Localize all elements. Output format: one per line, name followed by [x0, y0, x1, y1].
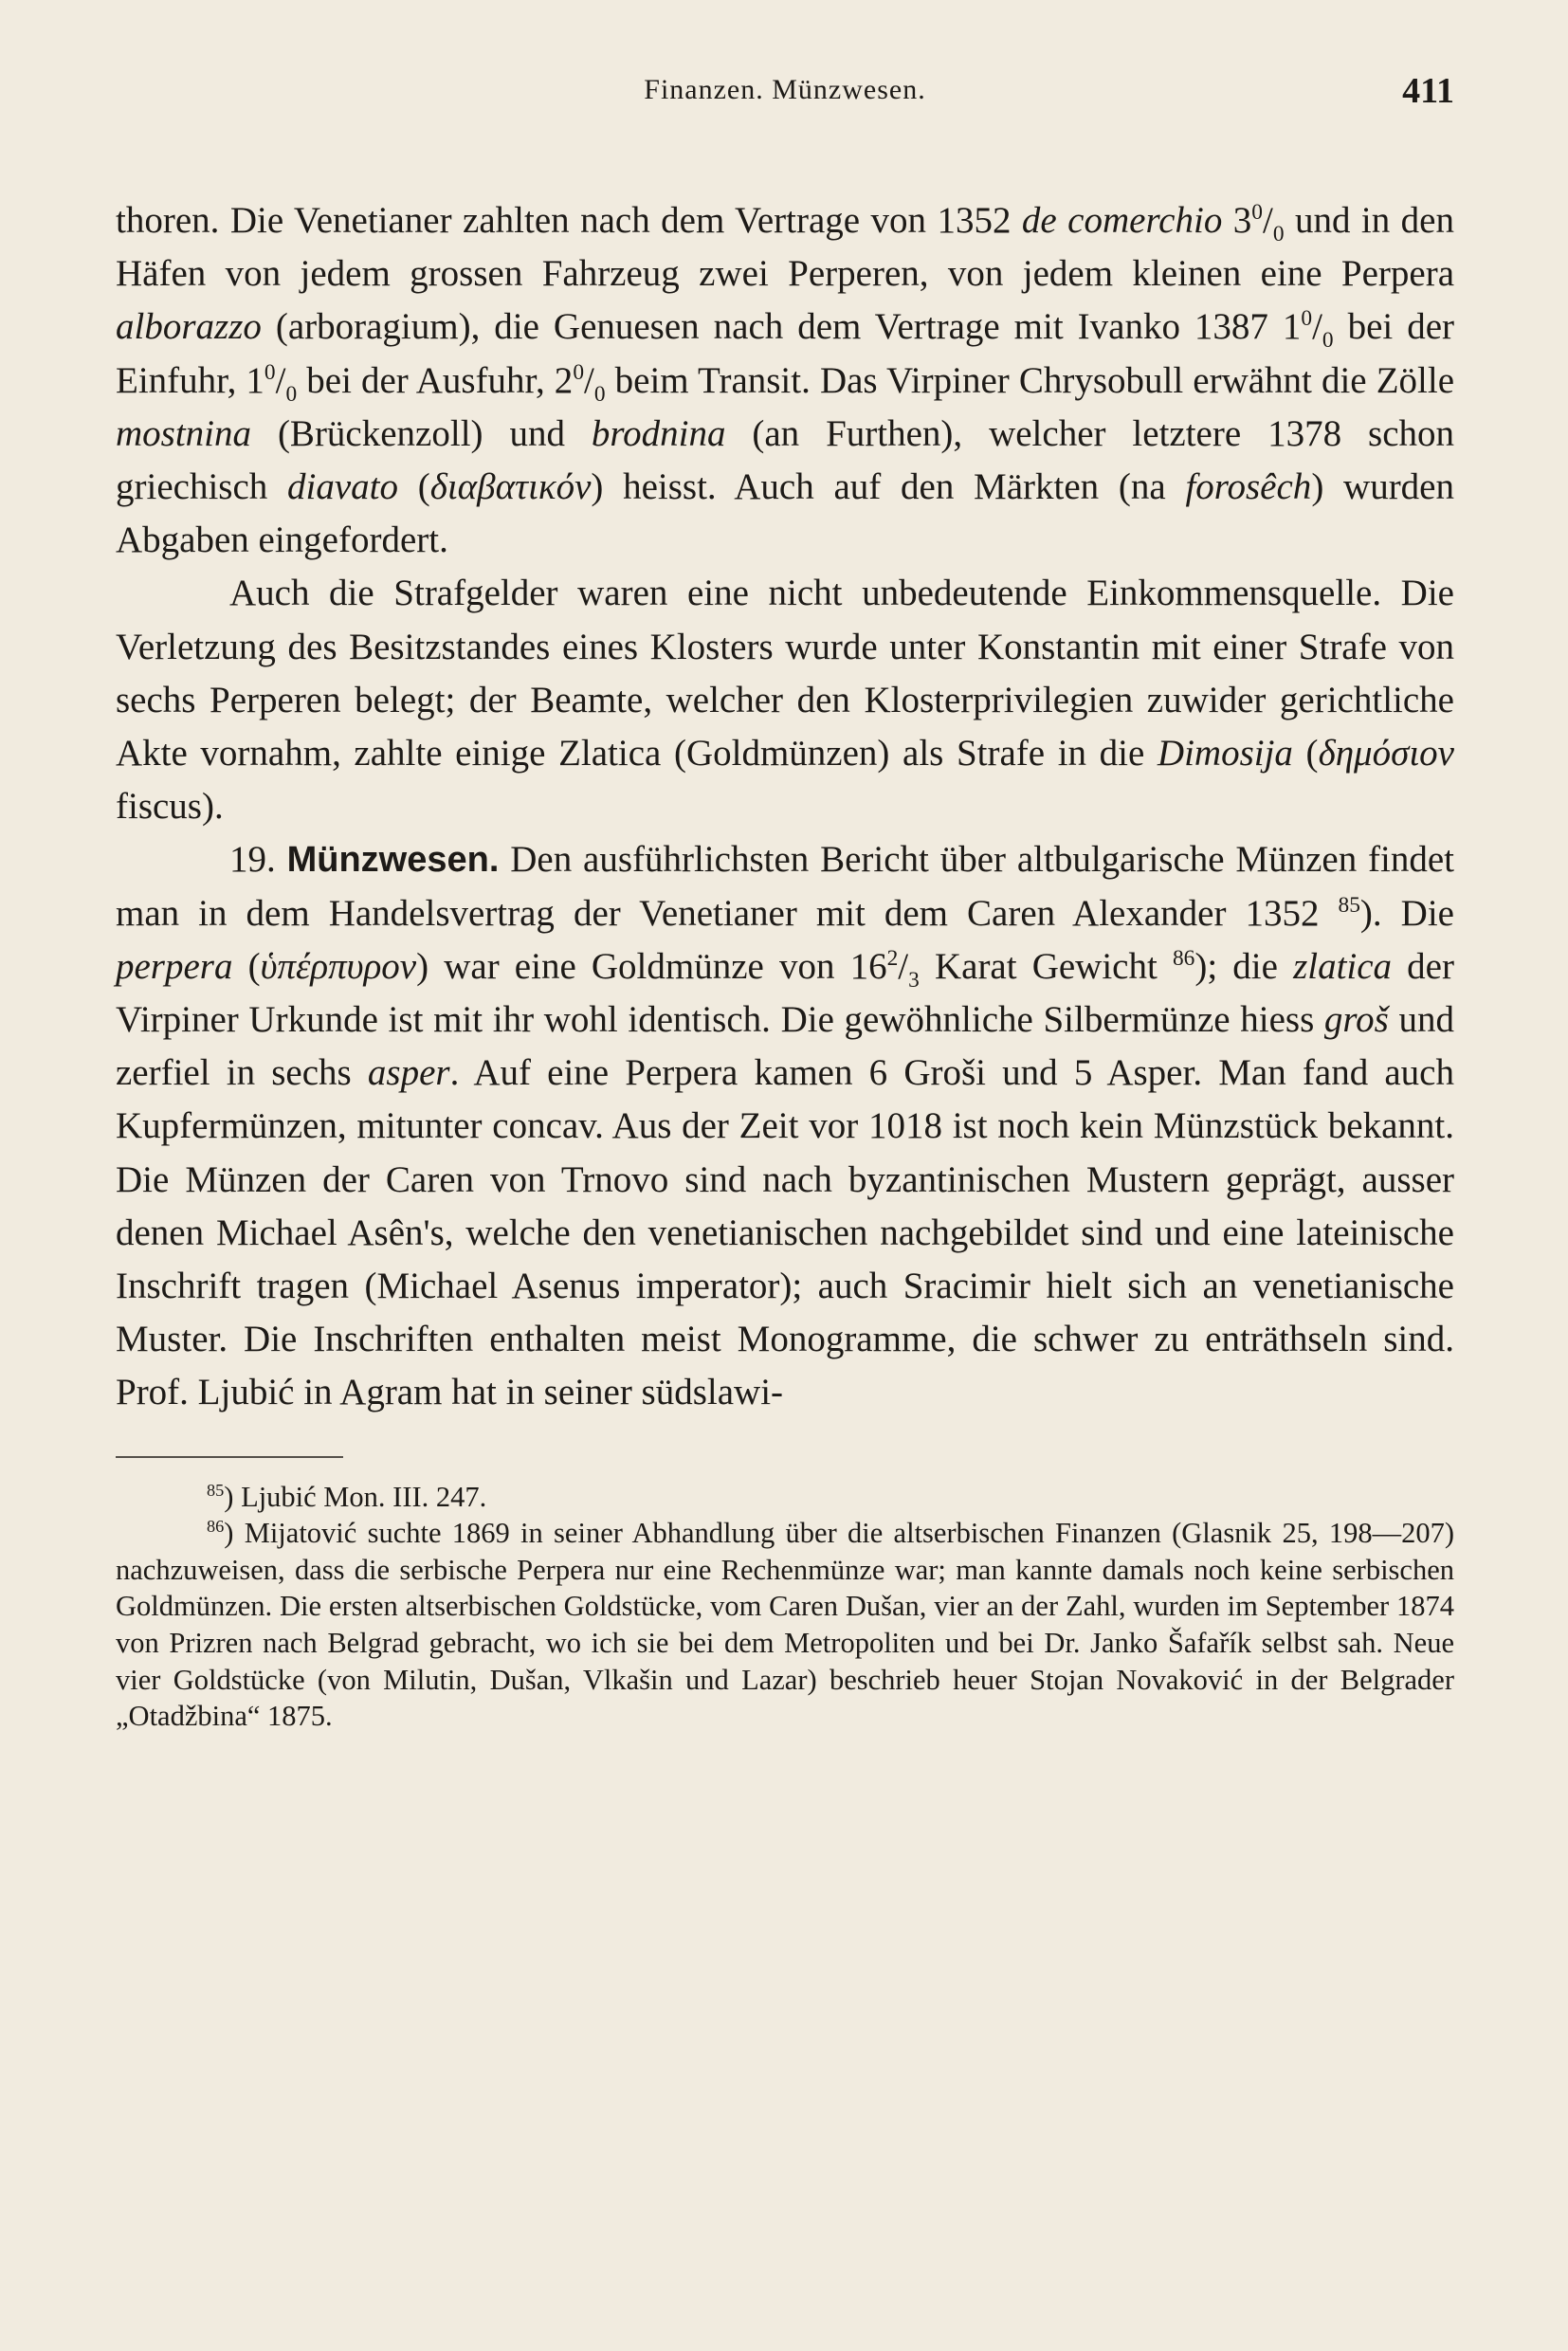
percent-sup: 0 [573, 359, 585, 385]
text-run: (Brückenzoll) und [251, 412, 592, 454]
italic-term: zlatica [1293, 945, 1393, 987]
percent-sub: 0 [1272, 221, 1285, 246]
italic-term: mostnina [116, 412, 252, 454]
text-run: bei der Ausfuhr, 2 [297, 359, 574, 401]
text-run: ( [397, 466, 430, 508]
paragraph-3 [116, 833, 1454, 1419]
text-run: (arboragium), die Genuesen nach dem Vertrage mit Ivanko 1387 1 [261, 306, 1302, 348]
text-run: der Virpiner Urkunde ist mit ihr wohl identisch. Die gewöhnliche Silbermünze hiess [116, 945, 1454, 1041]
running-head [116, 66, 1454, 123]
italic-term: diavato [287, 466, 398, 508]
page-number: 411 [1402, 71, 1454, 111]
paragraph-2 [116, 567, 1454, 833]
text-run: bei der Einfuhr, 1 [116, 306, 1454, 401]
text-run: thoren. Die Venetianer zahlten nach dem Vertrage von 1352 [116, 200, 1022, 241]
text-run: 3 [1222, 200, 1252, 241]
footnote-85 [116, 1479, 1454, 1516]
text-run: ) heisst. Auch auf den Märkten (na [591, 466, 1186, 508]
footnote-text: ) Mijatović suchte 1869 in seiner Abhandlung über die altserbischen Finanzen (Glasnik 25, 198—207) nachzuweisen, dass die serbische Perpera nur eine Rechenmünze war; man kannte damals noch keine serbischen Goldmünzen. Die ersten altserbischen Goldstücke, vom Caren Dušan, vier an der Zahl, wurden im September 1874 von Prizren nach Belgrad gebracht, wo ich sie bei dem Metropoliten und bei Dr. Janko Šafařík selbst sah. Neue vier Goldstücke (von Milutin, Dušan, Vlkašin und Lazar) beschrieb heuer Stojan Novaković in der Belgrader „Otadžbina“ 1875. [116, 1517, 1454, 1733]
fraction-numerator: 2 [886, 945, 899, 971]
footnote-ref-85[interactable]: 85 [1338, 892, 1360, 918]
percent-sub: 0 [593, 381, 606, 407]
text-run: ) wurden Abgaben eingefordert. [116, 466, 1454, 561]
italic-term: brodnina [591, 412, 726, 454]
footnotes [116, 1479, 1454, 1735]
text-run: ( [1292, 733, 1319, 775]
text-run: Auch die Strafgelder waren eine nicht unbedeutende Einkommensquelle. Die Verletzung des Besitzstandes eines Klosters wurde unter Konstantin mit einer Strafe von sechs Perperen belegt; der Beamte, welcher den Klosterprivilegien zuwider gerichtliche Akte vornahm, zahlte einige Zlatica (Goldmünzen) als Strafe in die [116, 573, 1454, 775]
italic-term: alborazzo [116, 306, 262, 348]
italic-term: forosêch [1185, 466, 1312, 508]
text-run: und in den Häfen von jedem grossen Fahrzeug zwei Perperen, von jedem kleinen eine Perpera [116, 200, 1454, 295]
footnote-86 [116, 1515, 1454, 1735]
fraction-denominator: 3 [908, 967, 920, 993]
running-title: Finanzen. Münzwesen. [644, 74, 926, 105]
greek-term: δημόσιον [1318, 733, 1454, 775]
text-run: / [898, 945, 909, 987]
text-run: ( [232, 945, 261, 987]
text-run: und zerfiel in sechs [116, 999, 1455, 1094]
text-run: beim Transit. Das Virpiner Chrysobull erwähnt die Zölle [605, 359, 1454, 401]
italic-term: perpera [116, 945, 233, 987]
percent-sup: 0 [1251, 200, 1263, 225]
text-run: ). Die [1359, 892, 1454, 934]
text-run: / [1262, 200, 1273, 241]
percent-sub: 0 [285, 381, 298, 407]
greek-term: διαβατικόν [429, 466, 592, 508]
italic-term: asper [367, 1052, 450, 1094]
footnote-mark: 86 [207, 1517, 225, 1537]
text-run: / [275, 359, 286, 401]
text-run: Den ausführlichsten Bericht über altbulgarische Münzen findet man in dem Handelsvertrag der Venetianer mit dem Caren Alexander 1352 [116, 839, 1455, 934]
text-run: ) war eine Goldmünze von 16 [416, 945, 887, 987]
text-run: fiscus). [116, 786, 224, 828]
italic-term: groš [1323, 999, 1389, 1041]
section-number: 19. [229, 839, 287, 881]
paragraph-1 [116, 194, 1454, 567]
text-run: . Auf eine Perpera kamen 6 Groši und 5 Asper. Man fand auch Kupfermünzen, mitunter concav. Aus der Zeit vor 1018 ist noch kein Münzstück bekannt. Die Münzen der Caren von Trnovo sind nach byzantinischen Mustern geprägt, ausser denen Michael Asên's, welche den venetianischen nachgebildet sind und eine lateinische Inschrift tragen (Michael Asenus imperator); auch Sracimir hielt sich an venetianische Muster. Die Inschriften enthalten meist Monogramme, die schwer zu enträthseln sind. Prof. Ljubić in Agram hat in seiner südslawi- [116, 1052, 1454, 1413]
footnote-mark: 85 [207, 1480, 225, 1500]
percent-sup: 0 [264, 359, 276, 385]
italic-term: Dimosija [1157, 733, 1293, 775]
text-run: ); die [1194, 945, 1294, 987]
text-run: Karat Gewicht [919, 945, 1173, 987]
percent-sub: 0 [1322, 328, 1334, 354]
percent-sup: 0 [1301, 306, 1313, 332]
footnote-divider [116, 1456, 343, 1458]
main-text [116, 194, 1454, 1420]
footnote-text: ) Ljubić Mon. III. 247. [224, 1480, 487, 1513]
footnote-ref-86[interactable]: 86 [1172, 945, 1195, 971]
text-run: / [584, 359, 594, 401]
greek-term: ὑπέρπυρον [260, 945, 417, 987]
section-heading: Münzwesen. [286, 840, 500, 881]
text-run: (an Furthen), welcher letztere 1378 schon griechisch [116, 412, 1455, 508]
italic-term: de comerchio [1021, 200, 1223, 241]
text-run: / [1312, 306, 1322, 348]
